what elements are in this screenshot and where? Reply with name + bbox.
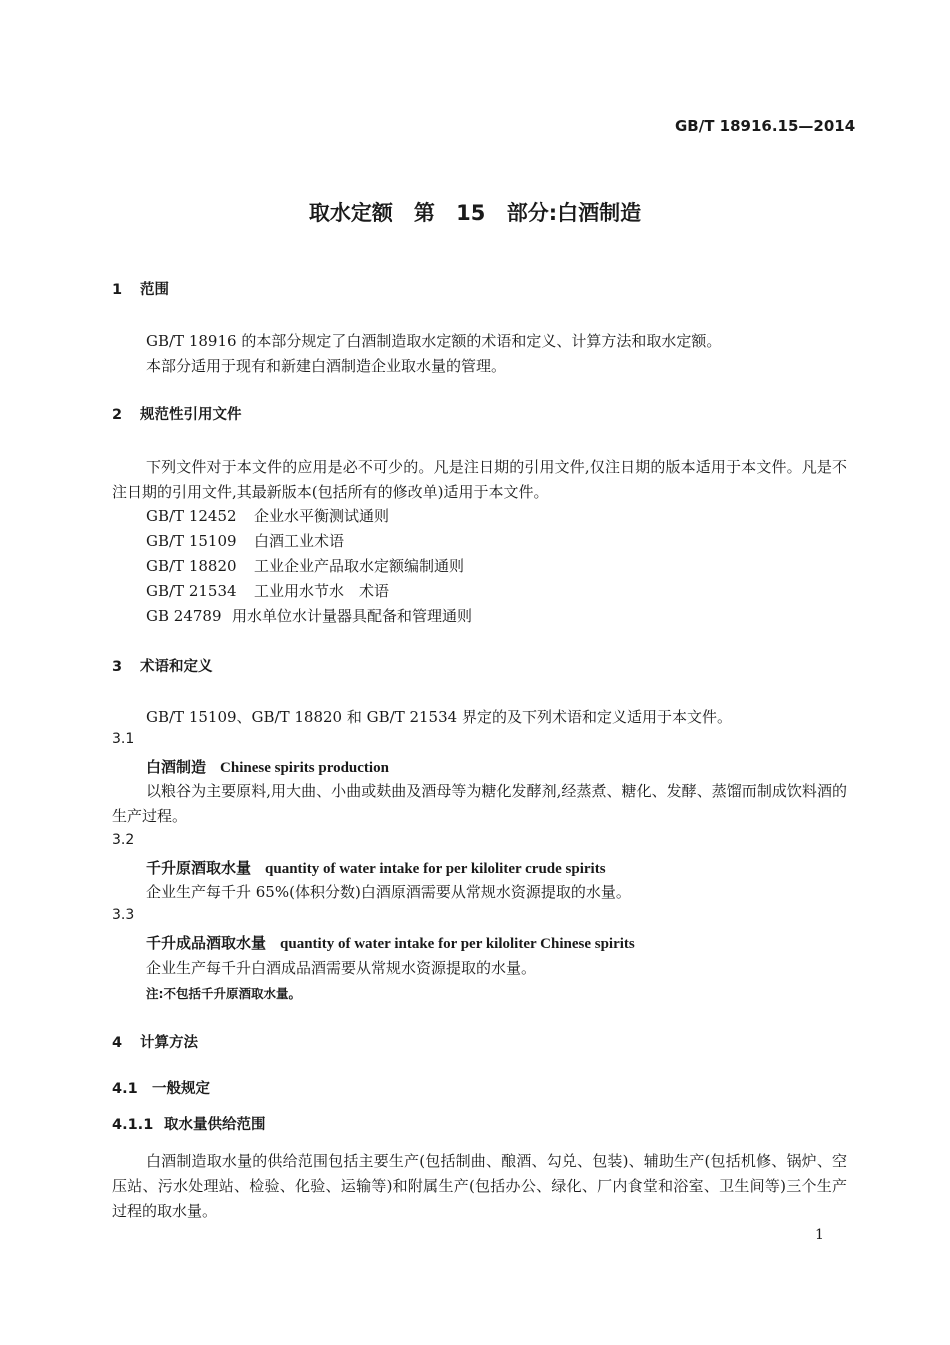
- term-number: 3.3: [112, 907, 135, 923]
- reference-name: 工业用水节水 术语: [254, 582, 390, 600]
- reference-name: 企业水平衡测试通则: [254, 507, 390, 525]
- term-heading: [146, 857, 606, 878]
- subsection-number: 4.1.1: [112, 1117, 154, 1133]
- reference-item: [146, 505, 389, 526]
- term-definition: 企业生产每千升白酒成品酒需要从常规水资源提取的水量。: [146, 959, 537, 977]
- term-definition: 企业生产每千升 65%(体积分数)白酒原酒需要从常规水资源提取的水量。: [146, 883, 631, 901]
- term-chinese: 千升成品酒取水量: [146, 934, 267, 952]
- reference-item: [146, 530, 344, 551]
- term-heading: [146, 756, 389, 777]
- section-title: 计算方法: [140, 1035, 198, 1051]
- term-english: Chinese spirits production: [220, 760, 389, 776]
- reference-item: [146, 580, 389, 601]
- subsection-title: 一般规定: [152, 1081, 210, 1097]
- page-number: 1: [815, 1227, 824, 1243]
- subsection-4-1-1-paragraph: 白酒制造取水量的供给范围包括主要生产(包括制曲、酿酒、勾兑、包装)、辅助生产(包括机修、锅炉、空压站、污水处理站、检验、化验、运输等)和附属生产(包括办公、绿化、厂内食堂和浴室、卫生间等)三个生产过程的取水量。: [112, 1152, 847, 1220]
- reference-code: GB/T 18820: [146, 557, 237, 575]
- term-english: quantity of water intake for per kiloliter crude spirits: [265, 861, 606, 877]
- term-number: 3.1: [112, 731, 135, 747]
- reference-name: 白酒工业术语: [254, 532, 345, 550]
- subsection-4-1-1-heading: [112, 1113, 266, 1134]
- reference-name: 工业企业产品取水定额编制通则: [254, 557, 465, 575]
- section-3-heading: [112, 655, 213, 676]
- section-1-paragraph-2: 本部分适用于现有和新建白酒制造企业取水量的管理。: [146, 357, 507, 375]
- section-title: 范围: [140, 282, 169, 298]
- section-1-heading: [112, 278, 169, 299]
- subsection-4-1-heading: [112, 1077, 210, 1098]
- document-title: 取水定额 第 15 部分:白酒制造: [308, 201, 642, 225]
- section-1-paragraph-1: GB/T 18916 的本部分规定了白酒制造取水定额的术语和定义、计算方法和取水定额。: [146, 332, 722, 350]
- term-heading: [146, 932, 635, 953]
- term-note: 注:不包括千升原酒取水量。: [146, 986, 301, 1001]
- section-2-heading: [112, 403, 242, 424]
- section-2-intro: 下列文件对于本文件的应用是必不可少的。凡是注日期的引用文件,仅注日期的版本适用于本文件。凡是不注日期的引用文件,其最新版本(包括所有的修改单)适用于本文件。: [112, 458, 847, 501]
- reference-code: GB 24789: [146, 607, 222, 625]
- section-number: 3: [112, 659, 123, 675]
- reference-code: GB/T 21534: [146, 582, 237, 600]
- section-4-heading: [112, 1031, 198, 1052]
- reference-item: [146, 605, 472, 626]
- reference-item: [146, 555, 464, 576]
- term-definition: 以粮谷为主要原料,用大曲、小曲或麸曲及酒母等为糖化发酵剂,经蒸煮、糖化、发酵、蒸馏而制成饮料酒的生产过程。: [112, 782, 847, 825]
- reference-code: GB/T 12452: [146, 507, 237, 525]
- subsection-number: 4.1: [112, 1081, 138, 1097]
- reference-code: GB/T 15109: [146, 532, 237, 550]
- section-number: 2: [112, 407, 123, 423]
- term-number: 3.2: [112, 832, 135, 848]
- standard-number: GB/T 18916.15—2014: [675, 117, 856, 135]
- term-chinese: 白酒制造: [146, 758, 207, 776]
- section-number: 4: [112, 1035, 123, 1051]
- term-chinese: 千升原酒取水量: [146, 859, 252, 877]
- reference-name: 用水单位水计量器具配备和管理通则: [232, 607, 473, 625]
- subsection-title: 取水量供给范围: [164, 1117, 266, 1133]
- section-title: 规范性引用文件: [140, 407, 242, 423]
- section-3-intro: GB/T 15109、GB/T 18820 和 GB/T 21534 界定的及下列术语和定义适用于本文件。: [146, 708, 732, 726]
- section-title: 术语和定义: [140, 659, 213, 675]
- section-number: 1: [112, 282, 123, 298]
- term-english: quantity of water intake for per kiloliter Chinese spirits: [280, 936, 635, 952]
